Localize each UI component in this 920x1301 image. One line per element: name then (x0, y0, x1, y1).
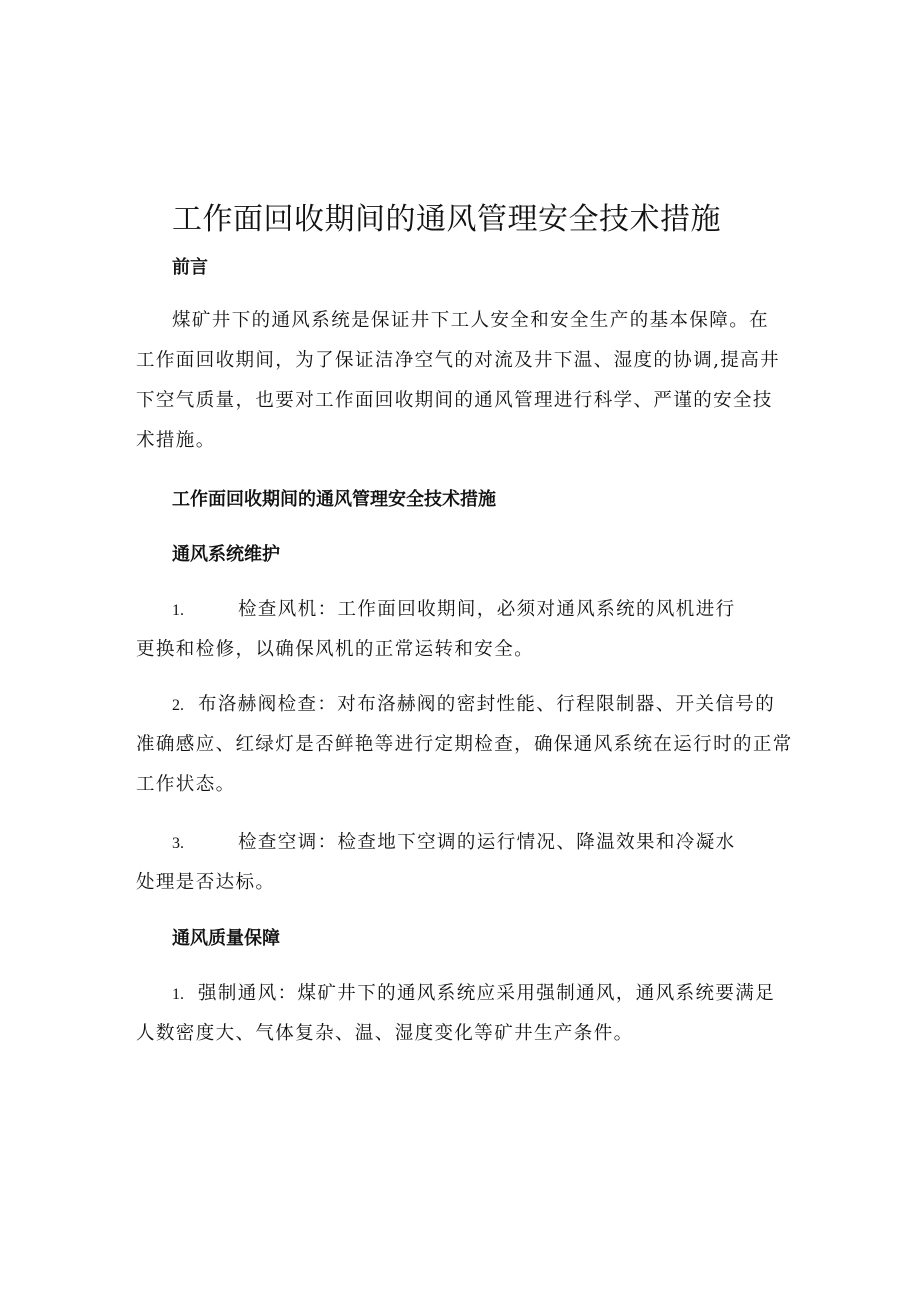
list-item-number: 3. (172, 835, 184, 852)
list-item-number: 1. (172, 602, 184, 619)
preface-line: 下空气质量，也要对工作面回收期间的通风管理进行科学、严谨的安全技 (136, 390, 773, 411)
list-item-text: 布洛赫阀检查：对布洛赫阀的密封性能、行程限制器、开关信号的 (198, 694, 776, 715)
list-item (136, 590, 796, 670)
preface-paragraph (136, 301, 796, 461)
preface-line: 术措施。 (136, 430, 216, 451)
list-item-text: 检查风机：工作面回收期间，必须对通风系统的风机进行 (238, 599, 736, 620)
list-item (136, 823, 796, 903)
list-item-text: 工作状态。 (136, 774, 236, 795)
list-item-number: 2. (172, 697, 184, 714)
subsection-heading-maintenance: 通风系统维护 (172, 544, 280, 565)
preface-line: 工作面回收期间，为了保证洁净空气的对流及井下温、湿度的协调,提高井 (136, 350, 781, 371)
list-item-number: 1. (172, 986, 184, 1003)
subsection-heading-quality: 通风质量保障 (172, 928, 280, 949)
list-item-text: 检查空调：检查地下空调的运行情况、降温效果和冷凝水 (238, 832, 736, 853)
list-item-text: 处理是否达标。 (136, 872, 276, 893)
list-item-text: 更换和检修，以确保风机的正常运转和安全。 (136, 639, 535, 660)
document-title: 工作面回收期间的通风管理安全技术措施 (172, 202, 721, 237)
list-item-text: 人数密度大、气体复杂、温、湿度变化等矿井生产条件。 (136, 1023, 634, 1044)
list-item (136, 974, 796, 1054)
preface-heading: 前言 (172, 257, 208, 278)
list-item-text: 准确感应、红绿灯是否鲜艳等进行定期检查，确保通风系统在运行时的正常 (136, 734, 793, 755)
list-item-text: 强制通风：煤矿井下的通风系统应采用强制通风，通风系统要满足 (198, 983, 776, 1004)
preface-line: 煤矿井下的通风系统是保证井下工人安全和安全生产的基本保障。在 (172, 310, 770, 331)
list-item (136, 685, 796, 805)
section-heading: 工作面回收期间的通风管理安全技术措施 (172, 489, 496, 510)
